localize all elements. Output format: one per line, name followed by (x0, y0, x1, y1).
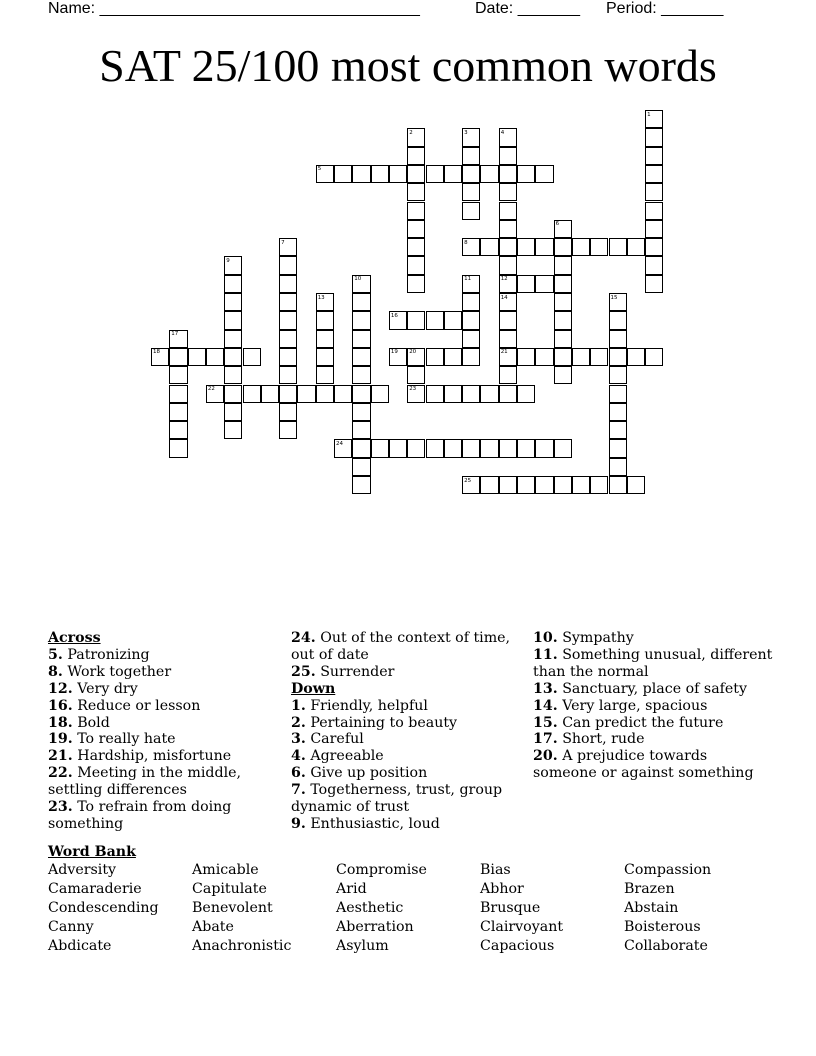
down-clue (533, 748, 773, 782)
word-bank-item: Bias (480, 862, 511, 878)
grid-cell[interactable] (572, 238, 590, 256)
grid-cell[interactable] (499, 238, 517, 256)
grid-cell[interactable] (535, 439, 553, 457)
grid-cell[interactable] (407, 220, 425, 238)
grid-cell[interactable] (645, 275, 663, 293)
grid-cell[interactable] (444, 311, 462, 329)
grid-cell[interactable] (517, 238, 535, 256)
grid-cell[interactable] (499, 439, 517, 457)
grid-cell[interactable] (480, 476, 498, 494)
grid-cell[interactable] (407, 311, 425, 329)
grid-cell[interactable] (279, 311, 297, 329)
down-clue (291, 782, 521, 816)
grid-cell[interactable] (499, 256, 517, 274)
grid-cell[interactable] (462, 147, 480, 165)
grid-cell[interactable] (243, 385, 261, 403)
across-clue (48, 698, 280, 715)
grid-cell[interactable] (352, 476, 370, 494)
grid-cell[interactable] (462, 293, 480, 311)
clue-number-label: 7. (291, 782, 306, 799)
clue-number-label: 1. (291, 697, 306, 714)
down-clue (291, 731, 521, 748)
grid-cell[interactable] (444, 348, 462, 366)
word-bank-item: Abstain (624, 900, 679, 916)
grid-cell[interactable] (627, 238, 645, 256)
grid-cell[interactable] (609, 330, 627, 348)
grid-cell[interactable] (444, 165, 462, 183)
grid-cell[interactable] (407, 238, 425, 256)
grid-cell[interactable] (188, 348, 206, 366)
clue-text: Surrender (315, 663, 395, 680)
grid-cell[interactable] (371, 439, 389, 457)
grid-cell[interactable] (535, 275, 553, 293)
grid-cell[interactable] (609, 403, 627, 421)
grid-cell[interactable] (462, 165, 480, 183)
word-bank-item: Anachronistic (192, 938, 292, 954)
grid-cell[interactable] (462, 348, 480, 366)
grid-cell[interactable] (224, 275, 242, 293)
clue-text: To really hate (72, 731, 176, 748)
grid-cell[interactable] (426, 348, 444, 366)
word-bank-item: Condescending (48, 900, 159, 916)
grid-cell[interactable] (462, 183, 480, 201)
grid-cell[interactable] (609, 366, 627, 384)
grid-cell[interactable] (480, 385, 498, 403)
clue-number: 1 (647, 111, 651, 118)
clue-text: Out of the context of time, out of date (291, 630, 511, 663)
grid-cell[interactable] (499, 183, 517, 201)
word-bank-item: Canny (48, 919, 94, 935)
grid-cell[interactable] (371, 165, 389, 183)
grid-cell[interactable] (407, 256, 425, 274)
page-title: SAT 25/100 most common words (99, 40, 717, 91)
clue-number: 14 (500, 294, 508, 301)
grid-cell[interactable] (554, 311, 572, 329)
word-bank (48, 844, 136, 861)
word-bank-item: Boisterous (624, 919, 701, 935)
grid-cell[interactable] (590, 476, 608, 494)
grid-cell[interactable] (499, 311, 517, 329)
grid-cell[interactable] (645, 348, 663, 366)
grid-cell[interactable] (444, 385, 462, 403)
grid-cell[interactable] (645, 238, 663, 256)
grid-cell[interactable] (609, 421, 627, 439)
grid-cell[interactable] (609, 439, 627, 457)
grid-cell[interactable] (224, 366, 242, 384)
grid-cell[interactable] (426, 311, 444, 329)
grid-cell[interactable] (480, 439, 498, 457)
grid-cell[interactable] (645, 256, 663, 274)
grid-cell[interactable] (499, 385, 517, 403)
grid-cell[interactable] (517, 165, 535, 183)
grid-cell[interactable] (407, 275, 425, 293)
word-bank-item: Benevolent (192, 900, 273, 916)
clue-text: Very large, spacious (557, 697, 708, 714)
grid-cell[interactable] (572, 476, 590, 494)
word-bank-item: Clairvoyant (480, 919, 564, 935)
grid-cell[interactable] (407, 202, 425, 220)
grid-cell[interactable] (279, 403, 297, 421)
across-clue (48, 799, 280, 833)
grid-cell[interactable] (371, 385, 389, 403)
down-clue (533, 698, 773, 715)
down-clue (291, 748, 521, 765)
word-bank-item: Compassion (624, 862, 712, 878)
grid-cell[interactable] (297, 385, 315, 403)
grid-cell[interactable] (499, 476, 517, 494)
grid-cell[interactable] (444, 439, 462, 457)
across-clue (48, 765, 280, 799)
grid-cell[interactable] (590, 348, 608, 366)
clue-number-label: 24. (291, 630, 316, 646)
grid-cell[interactable] (169, 385, 187, 403)
grid-cell[interactable] (609, 458, 627, 476)
grid-cell[interactable] (224, 421, 242, 439)
down-clue (291, 765, 521, 782)
grid-cell[interactable] (224, 311, 242, 329)
grid-cell[interactable] (169, 348, 187, 366)
grid-cell[interactable] (535, 476, 553, 494)
grid-cell[interactable] (480, 165, 498, 183)
grid-cell[interactable] (517, 476, 535, 494)
clue-number-label: 9. (291, 815, 306, 832)
clue-number: 13 (317, 294, 325, 301)
clue-text: A prejudice towards someone or against something (533, 748, 754, 782)
clue-number-label: 20. (533, 748, 558, 765)
across-clue (48, 647, 280, 664)
clue-text: Togetherness, trust, group dynamic of trust (291, 782, 503, 816)
grid-cell[interactable] (645, 220, 663, 238)
grid-cell[interactable] (316, 348, 334, 366)
grid-cell[interactable] (554, 293, 572, 311)
grid-cell[interactable] (169, 439, 187, 457)
grid-cell[interactable] (316, 366, 334, 384)
grid-cell[interactable] (352, 439, 370, 457)
grid-cell[interactable] (499, 220, 517, 238)
grid-cell[interactable] (352, 293, 370, 311)
grid-cell[interactable] (645, 128, 663, 146)
clue-number-label: 4. (291, 748, 306, 765)
grid-cell[interactable] (352, 421, 370, 439)
grid-cell[interactable] (535, 238, 553, 256)
word-bank-item: Capacious (480, 938, 555, 954)
word-bank-item: Capitulate (192, 881, 267, 897)
grid-cell[interactable] (352, 311, 370, 329)
across-clue (291, 630, 521, 664)
clue-number-label: 5. (48, 646, 63, 663)
across-clue (48, 715, 280, 732)
grid-cell[interactable] (169, 366, 187, 384)
clue-number-label: 8. (48, 663, 63, 680)
clue-number-label: 21. (48, 748, 73, 765)
grid-cell[interactable] (389, 439, 407, 457)
grid-cell[interactable] (554, 348, 572, 366)
grid-cell[interactable] (279, 330, 297, 348)
grid-cell[interactable] (407, 366, 425, 384)
clue-number: 3 (464, 129, 468, 136)
grid-cell[interactable] (517, 439, 535, 457)
clue-text: Agreeable (305, 748, 384, 765)
grid-cell[interactable] (627, 348, 645, 366)
clue-number: 12 (500, 276, 508, 283)
word-bank-item: Adversity (48, 862, 117, 878)
grid-cell[interactable] (224, 293, 242, 311)
clue-text: Work together (62, 663, 172, 680)
grid-cell[interactable] (499, 330, 517, 348)
down-clue (533, 630, 773, 647)
grid-cell[interactable] (224, 330, 242, 348)
across-clue (48, 748, 280, 765)
clue-number: 17 (171, 331, 179, 338)
clue-number-label: 23. (48, 799, 73, 816)
word-bank-item: Aesthetic (336, 900, 404, 916)
clue-number: 15 (610, 294, 618, 301)
grid-cell[interactable] (279, 348, 297, 366)
grid-cell[interactable] (169, 421, 187, 439)
word-bank-item: Abdicate (48, 938, 112, 954)
grid-cell[interactable] (609, 348, 627, 366)
clue-text: Sympathy (557, 630, 634, 646)
clue-text: Enthusiastic, loud (305, 815, 440, 832)
word-bank-item: Arid (336, 881, 367, 897)
grid-cell[interactable] (316, 311, 334, 329)
clue-number-label: 18. (48, 714, 73, 731)
clue-number-label: 6. (291, 765, 306, 782)
across-clue (291, 664, 521, 681)
grid-cell[interactable] (407, 165, 425, 183)
grid-cell[interactable] (426, 165, 444, 183)
clue-number: 8 (464, 239, 468, 246)
clue-number-label: 25. (291, 663, 316, 680)
grid-cell[interactable] (407, 147, 425, 165)
period-field: Period: _______ (606, 0, 724, 17)
word-bank-item: Brazen (624, 881, 675, 897)
down-clue (533, 647, 773, 681)
down-heading: Down (291, 680, 336, 697)
clue-number-label: 12. (48, 680, 73, 697)
name-field: Name: ____________________________________ (48, 0, 420, 17)
grid-cell[interactable] (224, 348, 242, 366)
clue-column-1 (48, 630, 280, 833)
clue-text: Hardship, misfortune (72, 748, 232, 765)
word-bank-item: Brusque (480, 900, 541, 916)
clue-number: 25 (464, 477, 472, 484)
clue-text: Something unusual, different than the normal (533, 646, 773, 680)
date-field: Date: _______ (475, 0, 580, 17)
word-bank-item: Abate (192, 919, 234, 935)
grid-cell[interactable] (462, 311, 480, 329)
clue-text: Bold (72, 714, 110, 731)
grid-cell[interactable] (554, 476, 572, 494)
clue-number-label: 11. (533, 646, 558, 663)
grid-cell[interactable] (554, 330, 572, 348)
grid-cell[interactable] (590, 238, 608, 256)
clue-number: 11 (464, 276, 472, 283)
word-bank-item: Compromise (336, 862, 427, 878)
across-heading: Across (48, 630, 101, 646)
clue-number: 4 (500, 129, 505, 136)
word-bank-item: Amicable (192, 862, 259, 878)
grid-cell[interactable] (609, 476, 627, 494)
clue-number: 9 (226, 257, 230, 264)
clue-number: 18 (153, 349, 160, 356)
grid-cell[interactable] (535, 165, 553, 183)
grid-cell[interactable] (572, 348, 590, 366)
word-bank-item: Asylum (336, 938, 389, 954)
grid-cell[interactable] (645, 147, 663, 165)
grid-cell[interactable] (279, 421, 297, 439)
clue-text: Reduce or lesson (72, 697, 201, 714)
clue-number: 20 (409, 349, 417, 356)
word-bank-item: Collaborate (624, 938, 708, 954)
grid-cell[interactable] (462, 385, 480, 403)
grid-cell[interactable] (554, 256, 572, 274)
down-clue (533, 731, 773, 748)
grid-cell[interactable] (645, 183, 663, 201)
clue-number: 19 (390, 349, 398, 356)
across-clue (48, 681, 280, 698)
grid-cell[interactable] (609, 238, 627, 256)
grid-cell[interactable] (480, 238, 498, 256)
clue-column-3 (533, 630, 773, 782)
grid-cell[interactable] (517, 348, 535, 366)
grid-cell[interactable] (352, 330, 370, 348)
down-clue (291, 698, 521, 715)
grid-cell[interactable] (316, 330, 334, 348)
grid-cell[interactable] (334, 385, 352, 403)
clue-number-label: 13. (533, 680, 558, 697)
clue-text: Short, rude (557, 731, 645, 748)
down-clue (533, 715, 773, 732)
grid-cell[interactable] (426, 385, 444, 403)
across-clue (48, 664, 280, 681)
grid-cell[interactable] (627, 476, 645, 494)
grid-cell[interactable] (554, 439, 572, 457)
grid-cell[interactable] (352, 366, 370, 384)
clue-number-label: 17. (533, 731, 558, 748)
word-bank-item: Aberration (336, 919, 414, 935)
grid-cell[interactable] (609, 311, 627, 329)
grid-cell[interactable] (462, 330, 480, 348)
grid-cell[interactable] (645, 202, 663, 220)
grid-cell[interactable] (554, 238, 572, 256)
clue-text: Meeting in the middle, settling differences (48, 765, 242, 799)
grid-cell[interactable] (243, 348, 261, 366)
grid-cell[interactable] (279, 366, 297, 384)
clue-number-label: 14. (533, 697, 558, 714)
grid-cell[interactable] (535, 348, 553, 366)
grid-cell[interactable] (352, 165, 370, 183)
clue-text: Careful (305, 731, 364, 748)
down-clue (533, 681, 773, 698)
clue-number-label: 3. (291, 731, 306, 748)
grid-cell[interactable] (279, 385, 297, 403)
grid-cell[interactable] (206, 348, 224, 366)
grid-cell[interactable] (169, 403, 187, 421)
clue-text: Give up position (305, 765, 428, 782)
grid-cell[interactable] (499, 366, 517, 384)
clue-number: 23 (409, 386, 417, 392)
clue-number-label: 22. (48, 765, 73, 782)
clue-text: To refrain from doing something (48, 799, 232, 832)
clue-number: 6 (555, 221, 560, 228)
clue-number: 16 (390, 312, 398, 319)
word-bank-heading: Word Bank (48, 844, 136, 860)
grid-cell[interactable] (352, 348, 370, 366)
grid-cell[interactable] (499, 202, 517, 220)
clue-number-label: 16. (48, 697, 73, 714)
grid-cell[interactable] (462, 439, 480, 457)
grid-cell[interactable] (224, 403, 242, 421)
grid-cell[interactable] (499, 165, 517, 183)
grid-cell[interactable] (352, 458, 370, 476)
clue-text: Pertaining to beauty (305, 714, 458, 731)
grid-cell[interactable] (645, 165, 663, 183)
clue-number: 22 (207, 386, 215, 392)
clue-text: Very dry (72, 680, 138, 697)
down-clue (291, 816, 521, 833)
clue-text: Patronizing (62, 646, 150, 663)
clue-number: 21 (500, 349, 508, 356)
clue-text: Sanctuary, place of safety (557, 680, 748, 697)
clue-number: 5 (317, 166, 322, 173)
clue-number: 7 (281, 239, 285, 246)
clue-number: 2 (409, 129, 413, 136)
grid-cell[interactable] (554, 366, 572, 384)
grid-cell[interactable] (352, 403, 370, 421)
grid-cell[interactable] (389, 165, 407, 183)
grid-cell[interactable] (279, 293, 297, 311)
grid-cell[interactable] (499, 147, 517, 165)
clue-text: Can predict the future (557, 714, 724, 731)
clue-column-2 (291, 630, 521, 833)
clue-number: 10 (354, 276, 362, 283)
grid-cell[interactable] (609, 385, 627, 403)
clue-number-label: 19. (48, 731, 73, 748)
grid-cell[interactable] (316, 385, 334, 403)
grid-cell[interactable] (279, 256, 297, 274)
grid-cell[interactable] (352, 385, 370, 403)
grid-cell[interactable] (407, 183, 425, 201)
grid-cell[interactable] (407, 439, 425, 457)
down-clue (291, 715, 521, 732)
clue-text: Friendly, helpful (305, 697, 428, 714)
clue-number-label: 10. (533, 630, 558, 646)
grid-cell[interactable] (426, 439, 444, 457)
clue-number: 24 (336, 440, 343, 447)
grid-cell[interactable] (554, 275, 572, 293)
grid-cell[interactable] (261, 385, 279, 403)
word-bank-item: Abhor (480, 881, 524, 897)
grid-cell[interactable] (279, 275, 297, 293)
across-clue (48, 731, 280, 748)
clue-number-label: 2. (291, 714, 306, 731)
clue-number-label: 15. (533, 714, 558, 731)
word-bank-item: Camaraderie (48, 881, 142, 897)
grid-cell[interactable] (517, 385, 535, 403)
grid-cell[interactable] (462, 202, 480, 220)
grid-cell[interactable] (517, 275, 535, 293)
grid-cell[interactable] (224, 385, 242, 403)
grid-cell[interactable] (334, 165, 352, 183)
